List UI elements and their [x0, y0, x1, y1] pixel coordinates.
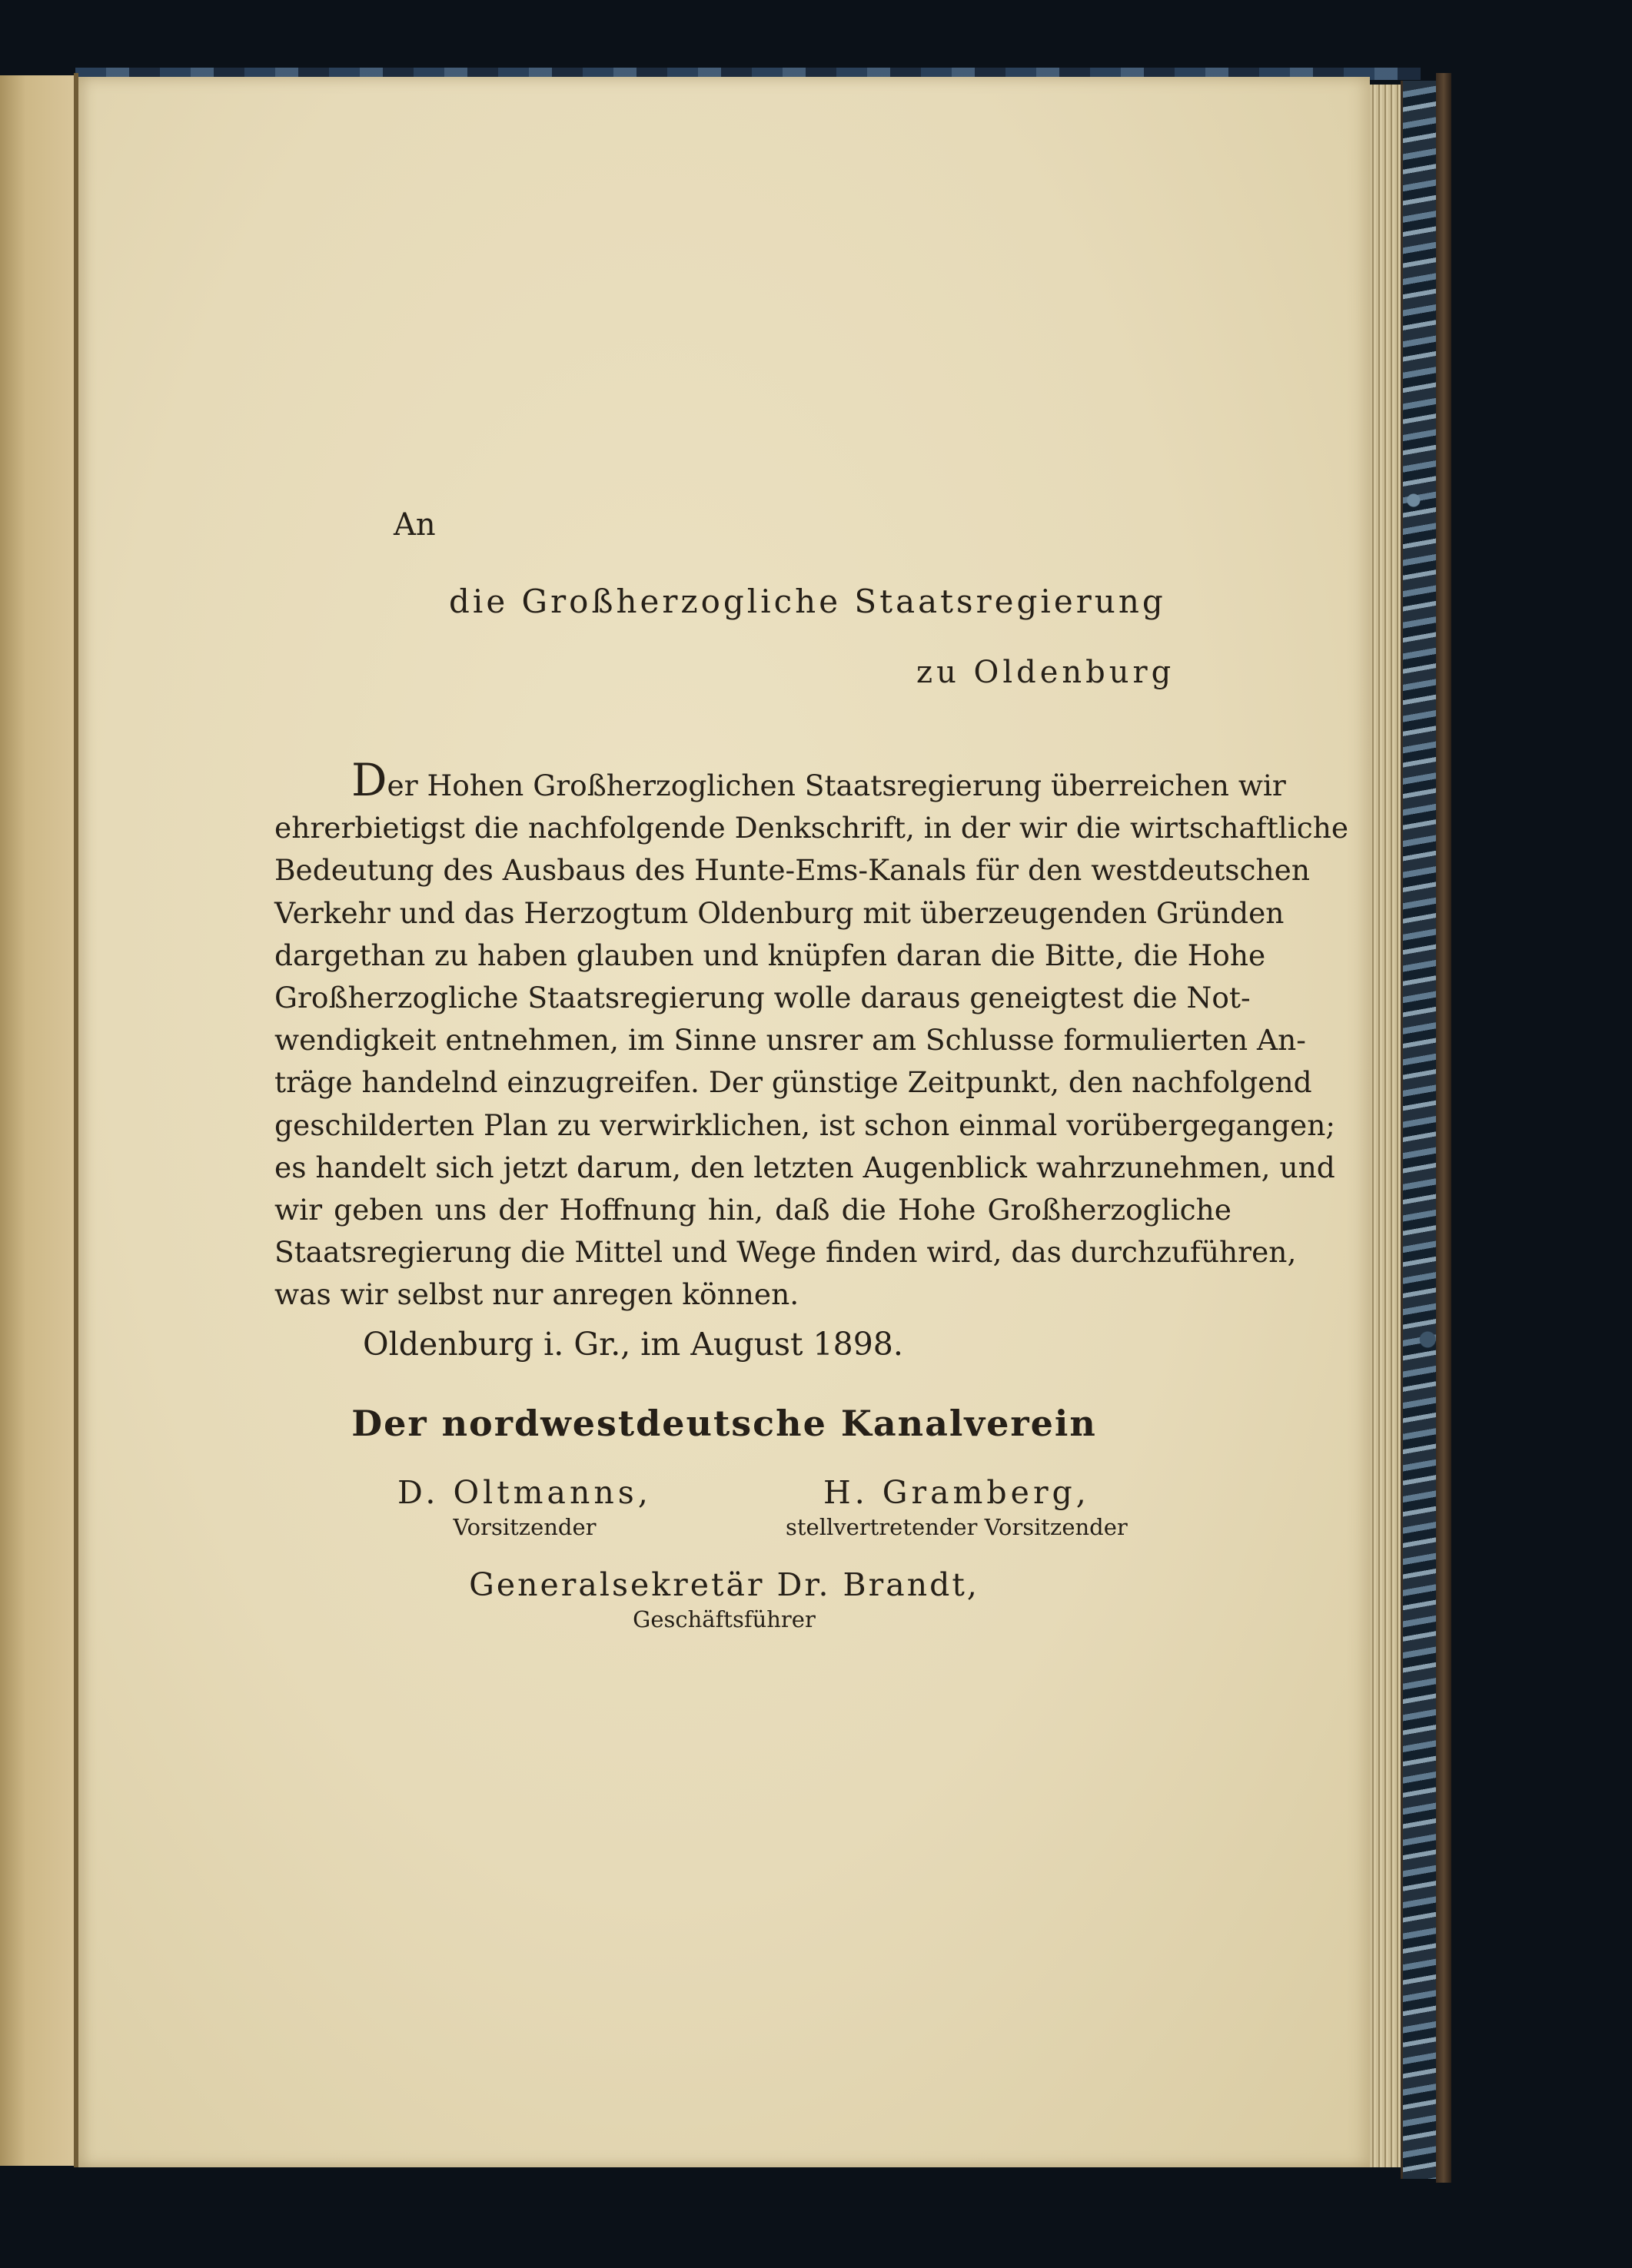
document-page — [78, 77, 1370, 2167]
page-stack-edges — [1370, 85, 1401, 2167]
body-line: Großherzogliche Staatsregierung wolle daraus geneigtest die Not- — [274, 981, 1251, 1015]
salutation: An — [394, 507, 436, 543]
addressee: die Großherzogliche Staatsregierung — [449, 583, 1166, 620]
body-line: geschilderten Plan zu verwirklichen, ist schon einmal vorübergegangen; — [274, 1107, 1335, 1142]
signatory-name: D. Oltmanns, — [397, 1474, 652, 1511]
body-line: Staatsregierung die Mittel und Wege finden wird, das durchzuführen, — [274, 1235, 1297, 1270]
signatory-brandt — [78, 1566, 1370, 1632]
body-line: wendigkeit entnehmen, im Sinne unsrer am Schlusse formulierten An- — [274, 1023, 1306, 1058]
body-line: Verkehr und das Herzogtum Oldenburg mit überzeugenden Gründen — [274, 895, 1285, 930]
body-line: dargethan zu haben glauben und knüpfen daran die Bitte, die Hohe — [274, 938, 1266, 972]
body-line: Der Hohen Großherzoglichen Staatsregierung überreichen wir — [351, 754, 1286, 806]
signatory-name: Generalsekretär Dr. Brandt, — [469, 1566, 979, 1603]
signatory-name: H. Gramberg, — [823, 1474, 1090, 1511]
marbled-cover — [1401, 81, 1438, 2179]
drop-initial: D — [351, 754, 387, 806]
left-page-edge — [0, 75, 75, 2166]
body-line: Bedeutung des Ausbaus des Hunte-Ems-Kanals für den westdeutschen — [274, 853, 1311, 888]
date-line: Oldenburg i. Gr., im August 1898. — [363, 1326, 903, 1363]
letter-body — [274, 754, 1349, 1317]
body-line: was wir selbst nur anregen können. — [274, 1277, 799, 1312]
body-line: es handelt sich jetzt darum, den letzten Augenblick wahrzunehmen, und — [274, 1150, 1335, 1184]
organization-name: Der nordwestdeutsche Kanalverein — [351, 1403, 1097, 1444]
book-spine — [1436, 73, 1451, 2183]
body-line: träge handelnd einzugreifen. Der günstige Zeitpunkt, den nachfolgend — [274, 1065, 1312, 1100]
addressee-location: zu Oldenburg — [916, 655, 1175, 690]
body-line: ehrerbietigst die nachfolgende Denkschrift, in der wir die wirtschaftliche — [274, 811, 1349, 845]
signatory-oltmanns — [397, 1474, 652, 1540]
signatory-role: stellvertretender Vorsitzender — [786, 1514, 1128, 1540]
body-line: wir geben uns der Hoffnung hin, daß die Hohe Großherzogliche — [274, 1193, 1231, 1227]
signatory-role: Vorsitzender — [453, 1514, 597, 1540]
signatory-role: Geschäftsführer — [633, 1606, 816, 1632]
signatory-gramberg — [786, 1474, 1128, 1540]
